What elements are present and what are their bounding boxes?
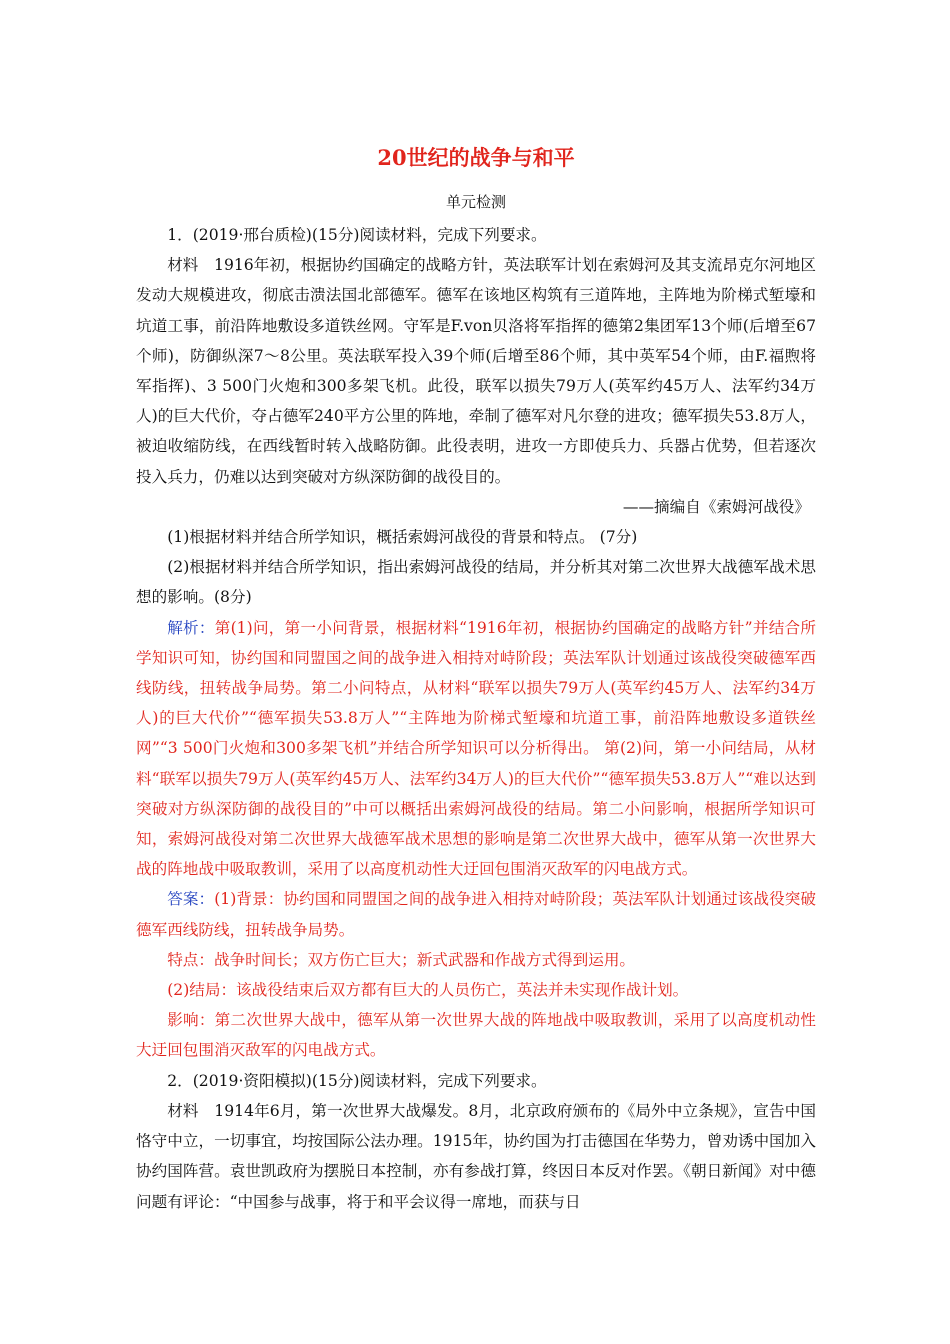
question-1-header: 1．(2019·邢台质检)(15分)阅读材料，完成下列要求。 [167, 226, 547, 244]
document-title: 20世纪的战争与和平 [377, 145, 575, 170]
document-subtitle: 单元检测 [445, 193, 506, 211]
question-1-analysis [136, 613, 816, 885]
question-1-material: 材料 1916年初，根据协约国确定的战略方针，英法联军计划在索姆河及其支流昂克尔河地区发动大规模进攻，彻底击溃法国北部德军。德军在该地区构筑有三道阵地，主阵地为阶梯式堑壕和坑道工事，前沿阵地敷设多道铁丝网。守军是F.von贝洛将军指挥的德第2集团军13个师(后增至67个师)，防御纵深7～8公里。英法联军投入39个师(后增至86个师，其中英军54个师，由F.福煦将军指挥)、3 500门火炮和300多架飞机。此役，联军以损失79万人(英军约45万人、法军约34万人)的巨大代价，夺占德军240平方公里的阵地，牵制了德军对凡尔登的进攻；德军损失53.8万人，被迫收缩防线，在西线暂时转入战略防御。此役表明，进攻一方即使兵力、兵器占优势，但若逐次投入兵力，仍难以达到突破对方纵深防御的战役目的。 [136, 256, 816, 486]
question-2-header: 2．(2019·资阳模拟)(15分)阅读材料，完成下列要求。 [167, 1071, 547, 1090]
answer-label: 答案： [167, 890, 215, 909]
question-2-material: 材料 1914年6月，第一次世界大战爆发。8月，北京政府颁布的《局外中立条规》，宣告中国恪守中立，一切事宜，均按国际公法办理。1915年，协约国为打击德国在华势力，曾劝诱中国加入协约国阵营。袁世凯政府为摆脱日本控制，亦有参战打算，终因日本反对作罢。《朝日新闻》对中德问题有评论：“中国参与战事，将于和平会议得一席地，而获与日 [136, 1101, 816, 1211]
question-1-answer-3: (2)结局：该战役结束后双方都有巨大的人员伤亡，英法并未实现作战计划。 [167, 981, 689, 1000]
question-1-answer-1 [136, 884, 816, 944]
question-1-sub-2: (2)根据材料并结合所学知识，指出索姆河战役的结局，并分析其对第二次世界大战德军战术思想的影响。(8分) [136, 558, 816, 607]
answer-text-1: (1)背景：协约国和同盟国之间的战争进入相持对峙阶段；英法军队计划通过该战役突破德军西线防线，扭转战争局势。 [136, 890, 816, 939]
question-1-sub-1: (1)根据材料并结合所学知识，概括索姆河战役的背景和特点。 (7分) [167, 528, 638, 547]
analysis-text: 第(1)问，第一小问背景，根据材料“1916年初，根据协约国确定的战略方针”并结合所学知识可知，协约国和同盟国之间的战争进入相持对峙阶段；英法军队计划通过该战役突破德军西线防线，扭转战争局势。第二小问特点，从材料“联军以损失79万人(英军约45万人、法军约34万人)的巨大代价”“德军损失53.8万人”“主阵地为阶梯式堑壕和坑道工事，前沿阵地敷设多道铁丝网”“3 500门火炮和300多架飞机”并结合所学知识可以分析得出。 第(2)问，第一小问结局，从材料“联军以损失79万人(英军约45万人、法军约34万人)的巨大代价”“德军损失53.8万人”“难以达到突破对方纵深防御的战役目的”中可以概括出索姆河战役的结局。第二小问影响，根据所学知识可知，索姆河战役对第二次世界大战德军战术思想的影响是第二次世界大战中，德军从第一次世界大战的阵地战中吸取教训，采用了以高度机动性大迂回包围消灭敌军的闪电战方式。 [136, 618, 816, 879]
question-1-source: ——摘编自《索姆河战役》 [622, 497, 810, 516]
question-1-answer-4: 影响：第二次世界大战中，德军从第一次世界大战的阵地战中吸取教训，采用了以高度机动性大迂回包围消灭敌军的闪电战方式。 [136, 1011, 816, 1060]
question-1-answer-2: 特点：战争时间长；双方伤亡巨大；新式武器和作战方式得到运用。 [167, 950, 636, 969]
document-page [136, 130, 816, 1217]
analysis-label: 解析： [167, 618, 215, 637]
